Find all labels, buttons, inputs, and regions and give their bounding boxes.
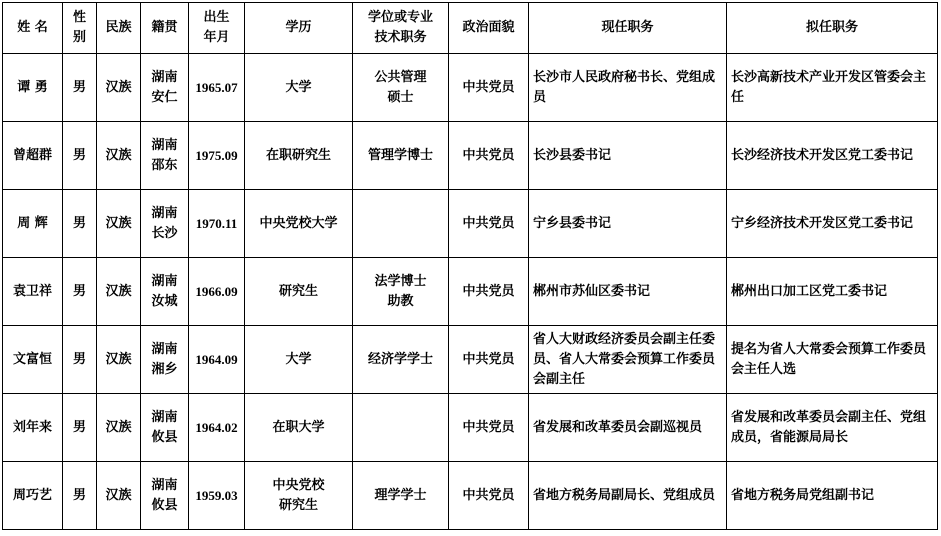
cell-ethnicity: 汉族: [97, 190, 141, 258]
cell-name: 谭 勇: [3, 54, 63, 122]
cell-current-post: 长沙县委书记: [529, 122, 727, 190]
cell-party: 中共党员: [449, 394, 529, 462]
cell-gender: 男: [63, 258, 97, 326]
cell-degree: [353, 190, 449, 258]
cell-party: 中共党员: [449, 190, 529, 258]
appointment-roster-table: [2, 2, 938, 530]
cell-degree: 法学博士 助教: [353, 258, 449, 326]
table-row: [3, 394, 938, 462]
cell-name: 周 辉: [3, 190, 63, 258]
cell-proposed-post: 省发展和改革委员会副主任、党组成员，省能源局局长: [727, 394, 938, 462]
cell-degree: 管理学博士: [353, 122, 449, 190]
cell-education: 中央党校大学: [245, 190, 353, 258]
header-origin: 籍贯: [141, 3, 189, 54]
cell-ethnicity: 汉族: [97, 462, 141, 530]
cell-gender: 男: [63, 122, 97, 190]
cell-ethnicity: 汉族: [97, 258, 141, 326]
cell-gender: 男: [63, 394, 97, 462]
cell-birth: 1970.11: [189, 190, 245, 258]
cell-birth: 1965.07: [189, 54, 245, 122]
cell-name: 刘年来: [3, 394, 63, 462]
header-current-post: 现任职务: [529, 3, 727, 54]
cell-degree: [353, 394, 449, 462]
cell-degree: 经济学学士: [353, 326, 449, 394]
table-row: [3, 54, 938, 122]
cell-education: 大学: [245, 54, 353, 122]
cell-gender: 男: [63, 54, 97, 122]
cell-degree: 公共管理 硕士: [353, 54, 449, 122]
cell-birth: 1966.09: [189, 258, 245, 326]
cell-proposed-post: 长沙经济技术开发区党工委书记: [727, 122, 938, 190]
cell-party: 中共党员: [449, 326, 529, 394]
cell-gender: 男: [63, 326, 97, 394]
header-party: 政治面貌: [449, 3, 529, 54]
cell-degree: 理学学士: [353, 462, 449, 530]
cell-origin: 湖南 攸县: [141, 394, 189, 462]
cell-gender: 男: [63, 190, 97, 258]
cell-origin: 湖南 汝城: [141, 258, 189, 326]
cell-birth: 1964.09: [189, 326, 245, 394]
header-education: 学历: [245, 3, 353, 54]
cell-name: 周巧艺: [3, 462, 63, 530]
table-row: [3, 190, 938, 258]
cell-education: 大学: [245, 326, 353, 394]
table-row: [3, 462, 938, 530]
header-birth: 出生 年月: [189, 3, 245, 54]
cell-party: 中共党员: [449, 258, 529, 326]
cell-education: 中央党校 研究生: [245, 462, 353, 530]
cell-origin: 湖南 湘乡: [141, 326, 189, 394]
cell-ethnicity: 汉族: [97, 326, 141, 394]
table-row: [3, 258, 938, 326]
cell-name: 曾超群: [3, 122, 63, 190]
header-gender: 性 别: [63, 3, 97, 54]
cell-origin: 湖南 攸县: [141, 462, 189, 530]
cell-party: 中共党员: [449, 54, 529, 122]
cell-birth: 1959.03: [189, 462, 245, 530]
cell-gender: 男: [63, 462, 97, 530]
cell-current-post: 省发展和改革委员会副巡视员: [529, 394, 727, 462]
cell-ethnicity: 汉族: [97, 122, 141, 190]
table-row: [3, 122, 938, 190]
cell-proposed-post: 郴州出口加工区党工委书记: [727, 258, 938, 326]
header-proposed-post: 拟任职务: [727, 3, 938, 54]
header-name: 姓 名: [3, 3, 63, 54]
cell-education: 研究生: [245, 258, 353, 326]
cell-origin: 湖南 邵东: [141, 122, 189, 190]
cell-current-post: 省人大财政经济委员会副主任委员、省人大常委会预算工作委员会副主任: [529, 326, 727, 394]
header-ethnicity: 民族: [97, 3, 141, 54]
table-row: [3, 326, 938, 394]
cell-proposed-post: 提名为省人大常委会预算工作委员会主任人选: [727, 326, 938, 394]
cell-origin: 湖南 长沙: [141, 190, 189, 258]
cell-education: 在职大学: [245, 394, 353, 462]
cell-party: 中共党员: [449, 122, 529, 190]
cell-name: 袁卫祥: [3, 258, 63, 326]
cell-proposed-post: 宁乡经济技术开发区党工委书记: [727, 190, 938, 258]
cell-ethnicity: 汉族: [97, 54, 141, 122]
cell-party: 中共党员: [449, 462, 529, 530]
cell-education: 在职研究生: [245, 122, 353, 190]
cell-proposed-post: 长沙高新技术产业开发区管委会主任: [727, 54, 938, 122]
cell-birth: 1975.09: [189, 122, 245, 190]
cell-current-post: 郴州市苏仙区委书记: [529, 258, 727, 326]
cell-current-post: 省地方税务局副局长、党组成员: [529, 462, 727, 530]
cell-origin: 湖南 安仁: [141, 54, 189, 122]
cell-name: 文富恒: [3, 326, 63, 394]
cell-birth: 1964.02: [189, 394, 245, 462]
cell-ethnicity: 汉族: [97, 394, 141, 462]
cell-proposed-post: 省地方税务局党组副书记: [727, 462, 938, 530]
cell-current-post: 宁乡县委书记: [529, 190, 727, 258]
header-degree: 学位或专业 技术职务: [353, 3, 449, 54]
cell-current-post: 长沙市人民政府秘书长、党组成员: [529, 54, 727, 122]
header-row: [3, 3, 938, 54]
